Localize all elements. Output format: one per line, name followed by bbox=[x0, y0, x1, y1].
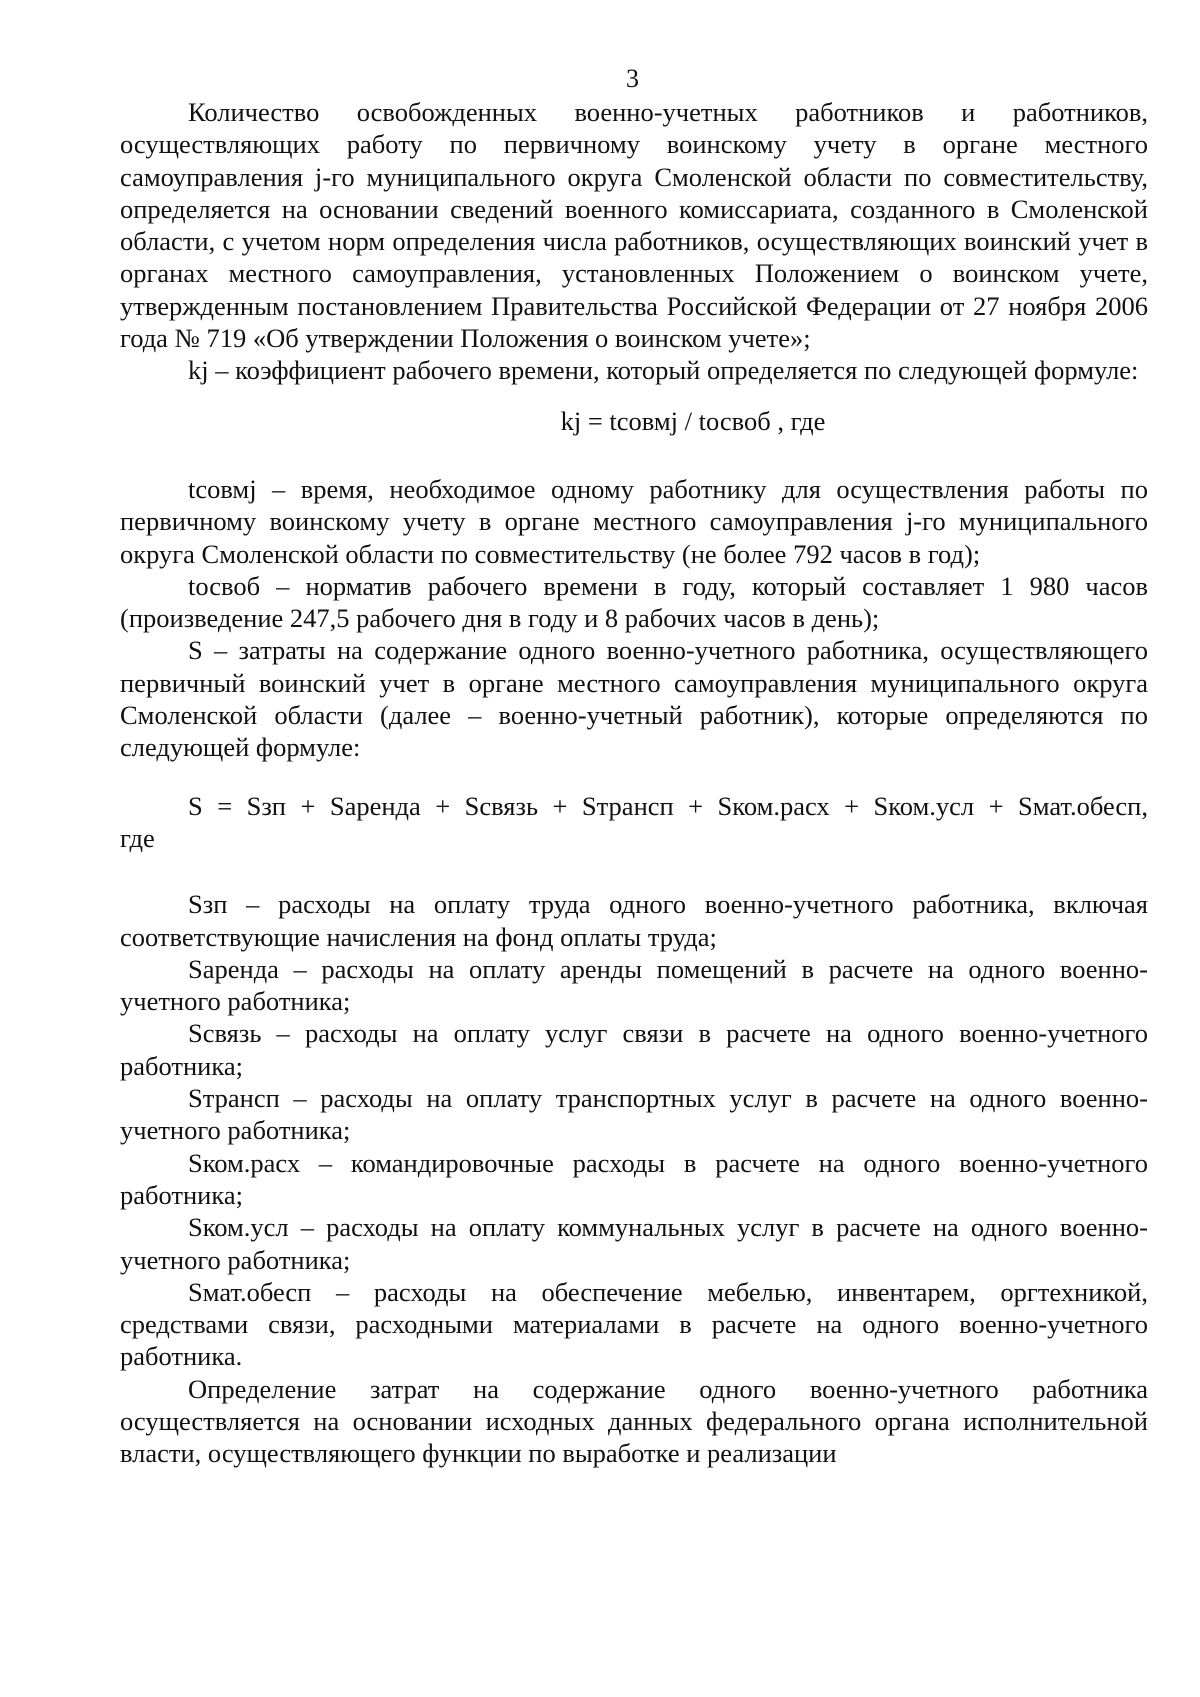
paragraph-stransp: Sтрансп – расходы на оплату транспортных услуг в расчете на одного военно-учетного работника; bbox=[120, 1083, 1148, 1146]
spacer bbox=[120, 854, 1148, 888]
formula-s-where: где bbox=[120, 822, 155, 853]
paragraph-tsovm-definition: tсовмj – время, необходимое одному работнику для осуществления работы по первичному воинскому учету в органе местного самоуправления j-го муниципального округа Смоленской области по совместительству (не более 792 часов в год); bbox=[120, 473, 1148, 569]
paragraph-szp: Sзп – расходы на оплату труда одного военно-учетного работника, включая соответствующие начисления на фонд оплаты труда; bbox=[120, 889, 1148, 952]
paragraph-skom-rash: Sком.расх – командировочные расходы в расчете на одного военно-учетного работника; bbox=[120, 1147, 1148, 1210]
paragraph-s-definition: S – затраты на содержание одного военно-учетного работника, осуществляющего первичный воинский учет в органе местного самоуправления муниципального округа Смоленской области (далее – военно-учетный работник), которые определяются по следующей формуле: bbox=[120, 635, 1148, 763]
paragraph-tosvob-definition: tосвоб – норматив рабочего времени в году, который составляет 1 980 часов (произведение 247,5 рабочего дня в году и 8 рабочих часов в день); bbox=[120, 570, 1148, 634]
document-body bbox=[120, 96, 1148, 1470]
formula-kj: kj = tсовмj / tосвоб , где bbox=[560, 405, 826, 436]
page-number: 3 bbox=[626, 64, 639, 93]
paragraph-cost-determination: Определение затрат на содержание одного военно-учетного работника осуществляется на основании исходных данных федерального органа исполнительной власти, осуществляющего функции по выработке и реализации bbox=[120, 1373, 1148, 1469]
paragraph-ssvyaz: Sсвязь – расходы на оплату услуг связи в расчете на одного военно-учетного работника; bbox=[120, 1018, 1148, 1081]
paragraph-sarenda: Sаренда – расходы на оплату аренды помещений в расчете на одного военно-учетного работника; bbox=[120, 953, 1148, 1017]
paragraph-skom-usl: Sком.усл – расходы на оплату коммунальных услуг в расчете на одного военно-учетного работника; bbox=[120, 1212, 1148, 1275]
paragraph-kj-definition: kj – коэффициент рабочего времени, который определяется по следующей формуле: bbox=[188, 355, 1139, 386]
paragraph-workers-count: Количество освобожденных военно-учетных работников и работников, осуществляющих работу по первичному воинскому учету в органе местного самоуправления j-го муниципального округа Смоленской области по совместительству, определяется на основании сведений военного комиссариата, созданного в Смоленской области, с учетом норм определения числа работников, осуществляющих воинский учет в органах местного самоуправления, установленных Положением о воинском учете, утвержденным постановлением Правительства Российской Федерации от 27 ноября 2006 года № 719 «Об утверждении Положения о воинском учете»; bbox=[120, 97, 1148, 354]
formula-s: S = Sзп + Sаренда + Sсвязь + Sтрансп + Sком.расх + Sком.усл + Sмат.обесп, bbox=[188, 790, 1148, 821]
paragraph-smat-obesp: Sмат.обесп – расходы на обеспечение мебелью, инвентарем, оргтехникой, средствами связи, расходными материалами в расчете на одного военно-учетного работника. bbox=[120, 1276, 1148, 1372]
